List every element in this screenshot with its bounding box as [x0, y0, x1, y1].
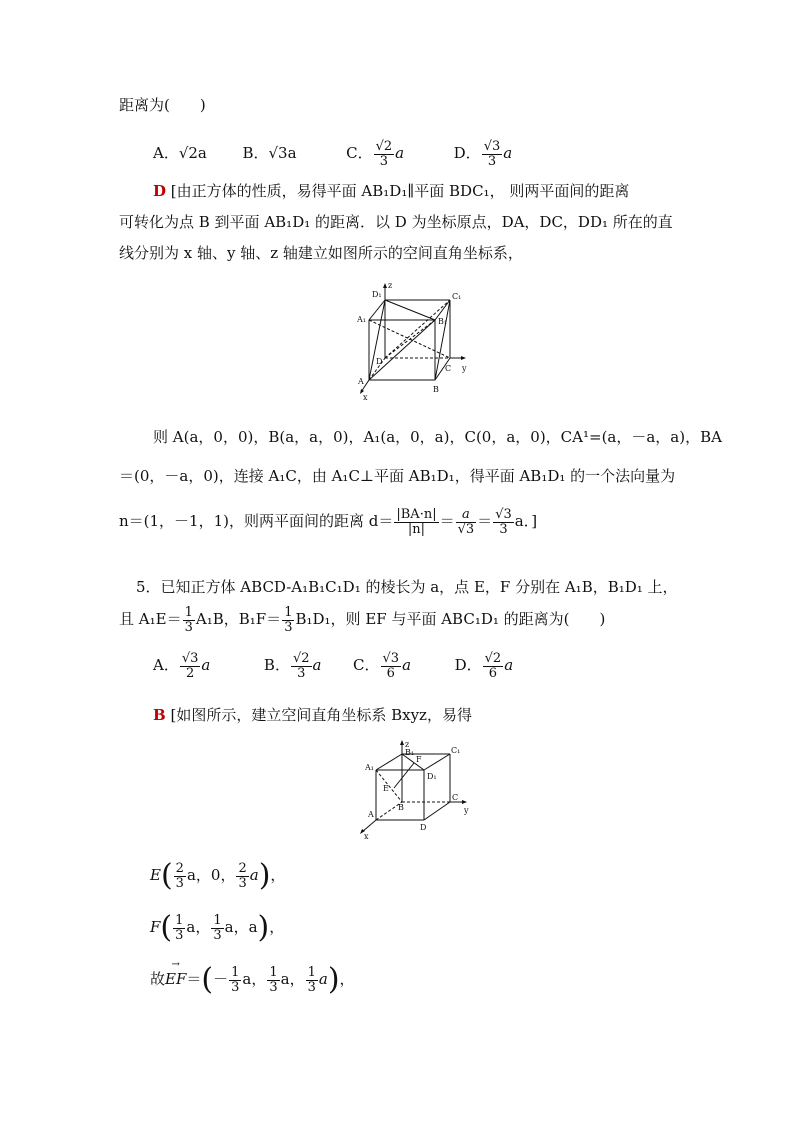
fig1-label-z: z [388, 281, 393, 290]
fig2-label-y: y [464, 806, 469, 815]
fig1-label-a: A [358, 377, 364, 386]
fig1-label-b: B [433, 385, 439, 394]
q4-solution-line-2: 可转化为点 B 到平面 AB₁D₁ 的距离．以 D 为坐标原点，DA，DC，DD₁ 所在的直 [119, 213, 673, 231]
fig2-label-d: D [420, 823, 427, 832]
point-e-coordinates: E( $\frac{2}{3}$ a，0， $\frac{2}{3}$ a)， [150, 858, 286, 893]
fig2-label-c1: C₁ [451, 746, 461, 755]
fig1-label-c: C [445, 364, 452, 373]
fig2-label-e: E [383, 784, 389, 793]
q4-solution-line-1: D [由正方体的性质，易得平面 AB₁D₁∥平面 BDC₁， 则两平面间的距离 [153, 182, 630, 200]
q5-option-a: A． $\frac{√3}{2}$ a [153, 651, 211, 681]
fig1-label-c1: C₁ [452, 292, 462, 301]
q5-answer: B [153, 706, 166, 724]
fig1-label-x: x [363, 393, 368, 400]
vector-ef: 故→ EF＝(－ $\frac{1}{3}$ a， $\frac{1}{3}$ a， $\frac{1}{3}$ a)， [150, 962, 355, 998]
q5-option-d: D． $\frac{√2}{6}$ a [454, 651, 514, 681]
fig1-label-d1: D₁ [372, 290, 382, 299]
q4-solution-line-5: ＝(0，－a，0)，连接 A₁C，由 A₁C⊥平面 AB₁D₁，得平面 AB₁D₁ 的一个法向量为 [119, 467, 676, 485]
cube-figure-q4 [355, 280, 475, 400]
fig2-label-a1: A₁ [365, 763, 374, 772]
q4-answer: D [153, 182, 167, 200]
q5-solution-line-1: B [如图所示，建立空间直角坐标系 Bxyz，易得 [153, 706, 472, 724]
point-f-coordinates: F( $\frac{1}{3}$ a， $\frac{1}{3}$ a，a)， [150, 910, 285, 945]
q5-stem-line-2: 且 A₁E＝ $\frac{1}{3}$ A₁B，B₁F＝ $\frac{1}{3}$ B₁D₁，则 EF 与平面 ABC₁D₁ 的距离为( ) [119, 605, 606, 635]
q4-options [153, 140, 512, 168]
q4-option-a: A．√2a [153, 144, 207, 163]
fig1-label-y: y [462, 364, 467, 373]
q4-option-b: B．√3a [242, 144, 297, 163]
fig2-label-b1: B₁ [405, 748, 415, 757]
fig2-label-z: z [405, 740, 410, 749]
fig1-label-b1: B₁ [438, 317, 448, 326]
fig2-label-d1: D₁ [427, 772, 437, 781]
q4-stem-tail: 距离为( ) [119, 96, 206, 114]
q4-solution-line-3: 线分别为 x 轴、y 轴、z 轴建立如图所示的空间直角坐标系， [119, 244, 523, 262]
q4-option-c: C． $\frac{√2}{3}$ a [346, 139, 405, 169]
fig2-label-c: C [452, 793, 459, 802]
q4-option-d: D． $\frac{√3}{3}$ a [453, 139, 513, 169]
fig2-label-f: F [416, 755, 422, 764]
cube-figure-q5 [352, 740, 477, 840]
q5-stem-line-1: 5．已知正方体 ABCD-A₁B₁C₁D₁ 的棱长为 a，点 E，F 分别在 A₁B，B₁D₁ 上， [136, 578, 678, 596]
fig1-label-a1: A₁ [357, 315, 366, 324]
fig2-label-a: A [368, 810, 374, 819]
q4-solution-line-4: 则 A(a，0，0)，B(a，a，0)，A₁(a，0，a)，C(0，a，0)，CA¹=(a，－a，a)，BA [153, 428, 722, 446]
fig1-label-d: D [376, 357, 383, 366]
fig2-label-x: x [364, 832, 369, 840]
q5-options [153, 652, 513, 680]
q5-option-c: C． $\frac{√3}{6}$ a [353, 651, 412, 681]
q5-option-b: B． $\frac{√2}{3}$ a [263, 651, 322, 681]
fig2-label-b: B [398, 803, 404, 812]
q4-solution-line-6: n＝(1，－1，1)，则两平面间的距离 d＝ $\frac{|BA\cdot n|}{|n|}$ ＝ $\frac{a}{√3}$ ＝ $\frac{√3}{3}$ a．] [119, 507, 538, 537]
